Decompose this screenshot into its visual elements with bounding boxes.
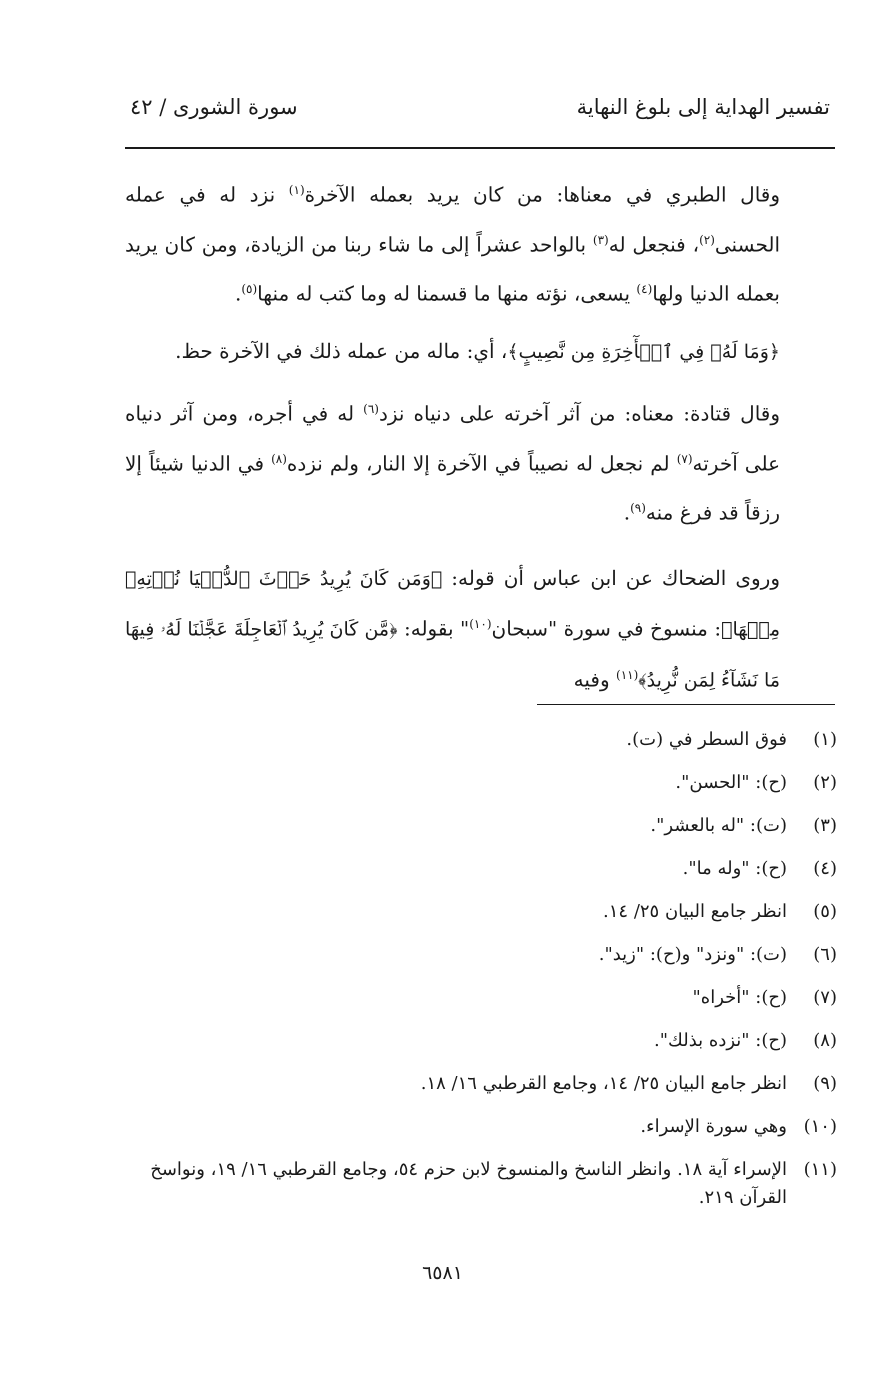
footnote-item: (٧) (ح): "أخراه" [692, 987, 837, 1008]
footnote-ref-3: (٣) [592, 232, 609, 247]
running-header-surah-reference: سورة الشورى / ٤٢ [130, 95, 298, 119]
page-number: ٦٥٨١ [422, 1262, 463, 1284]
footnote-ref-4: (٤) [636, 282, 653, 297]
footnote-ref-6: (٦) [363, 401, 379, 416]
footnote-item: (١٠) وهي سورة الإسراء. [640, 1116, 837, 1137]
footnote-item: (٣) (ت): "له بالعشر". [650, 815, 837, 836]
footnote-divider [537, 704, 835, 705]
footnote-ref-8: (٨) [271, 451, 287, 466]
footnote-item: (١) فوق السطر في (ت). [626, 729, 837, 750]
footnote-ref-1: (١) [288, 183, 305, 197]
quran-verse: ﴿وَمَن كَانَ يُرِيدُ حَرۡثَ ٱلدُّنۡيَا نُؤۡتِهِۦ مِنۡهَا﴾ [125, 567, 781, 641]
footnote-ref-10: (١٠) [469, 616, 492, 631]
running-header-book-title: تفسير الهداية إلى بلوغ النهاية [576, 95, 830, 119]
footnote-item: (١١) الإسراء آية ١٨. وانظر الناسخ والمنسوخ لابن حزم ٥٤، وجامع القرطبي ١٦/ ١٩، ونواسخ القرآن ٢١٩. [150, 1159, 837, 1208]
footnote-item: (٢) (ح): "الحسن". [675, 772, 837, 793]
footnotes [120, 726, 837, 1227]
paragraph-qatada: وقال قتادة: معناه: من آثر آخرته على دنياه نزد$^{(٦)}$ له في أجره، ومن آثر دنياه على آخرته$^{(٧)}$ لم نجعل له نصيباً في الآخرة إلا النار، ولم نزده$^{(٨)}$ في الدنيا شيئاً إلا رزقاً قد فرغ منه$^{(٩)}$. [125, 401, 781, 525]
main-text [125, 168, 835, 703]
footnote-ref-11: (١١) [616, 667, 639, 682]
quran-verse: ﴿وَمَا لَهُۥ فِي ٱلۡأٓخِرَةِ مِن نَّصِيبٍ﴾ [507, 340, 780, 363]
footnote-item: (٩) انظر جامع البيان ٢٥/ ١٤، وجامع القرطبي ١٦/ ١٨. [420, 1073, 837, 1094]
paragraph-dahhak: وروى الضحاك عن ابن عباس أن قوله: ﴿وَمَن كَانَ يُرِيدُ حَرۡثَ ٱلدُّنۡيَا نُؤۡتِهِۦ مِنۡهَا﴾: منسوخ في سورة "سبحان$^{(١٠)}$" بقوله: ﴿مَّن كَانَ يُرِيدُ ٱلۡعَاجِلَةَ عَجَّلۡنَا لَهُۥ فِيهَا مَا نَشَآءُ لِمَن نُّرِيدُ﴾$^{(١١)}$ وفيه [125, 565, 781, 692]
footnote-ref-5: (٥) [241, 282, 258, 297]
footnote-ref-2: (٢) [699, 232, 715, 247]
paragraph-verse-gloss: ﴿وَمَا لَهُۥ فِي ٱلۡأٓخِرَةِ مِن نَّصِيبٍ﴾، أي: ماله من عمله ذلك في الآخرة حظ. [175, 338, 780, 363]
paragraph-tabari: وقال الطبري في معناها: من كان يريد بعمله الآخرة$^{(١)}$ نزد له في عمله الحسنى$^{(٢)}$، فنجعل له$^{(٣)}$ بالواحد عشراً إلى ما شاء ربنا من الزيادة، ومن كان يريد بعمله الدنيا ولها$^{(٤)}$ يسعى، نؤته منها ما قسمنا له وما كتب له منها$^{(٥)}$. [125, 182, 781, 306]
header-divider [125, 147, 835, 149]
footnote-item: (٨) (ح): "نزده بذلك". [654, 1030, 837, 1051]
footnote-item: (٤) (ح): "وله ما". [682, 858, 837, 879]
footnote-item: (٦) (ت): "ونزد" و(ح): "زيد". [598, 944, 837, 965]
footnote-ref-7: (٧) [676, 451, 693, 466]
footnote-ref-9: (٩) [630, 501, 646, 516]
footnote-item: (٥) انظر جامع البيان ٢٥/ ١٤. [603, 901, 837, 922]
quran-verse: ﴿مَّن كَانَ يُرِيدُ ٱلۡعَاجِلَةَ عَجَّلۡنَا لَهُۥ فِيهَا مَا نَشَآءُ لِمَن نُّرِيدُ﴾ [125, 618, 780, 692]
